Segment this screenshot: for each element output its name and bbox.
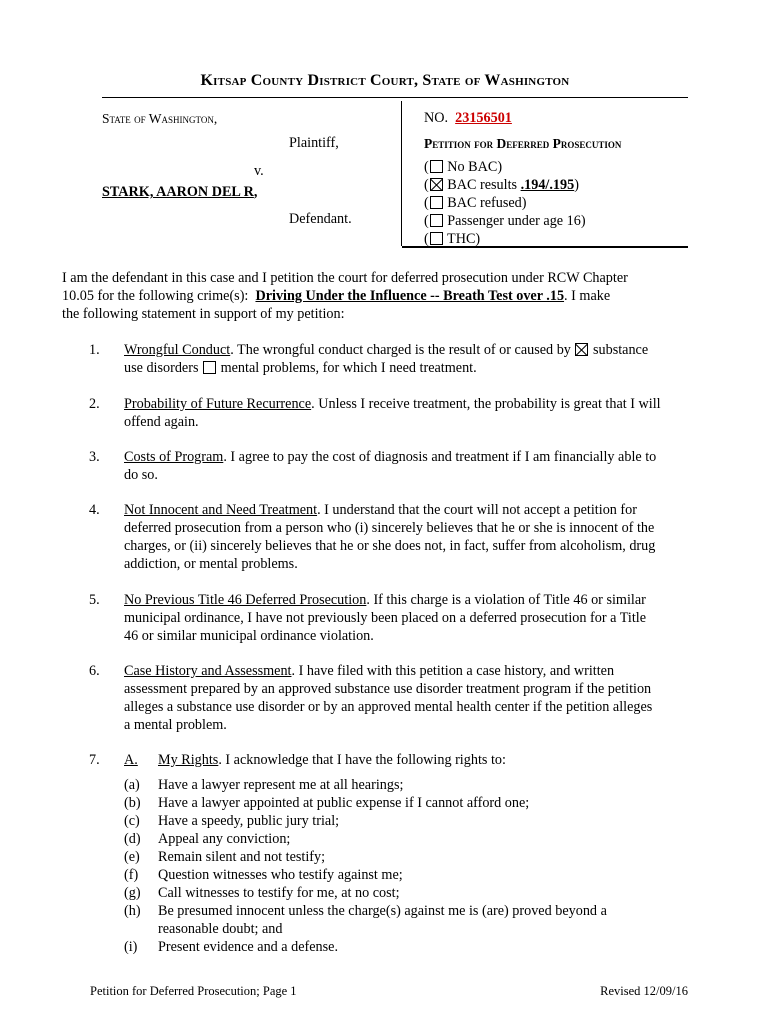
plaintiff-role: Plaintiff, bbox=[289, 135, 339, 151]
option-thc: ( THC) bbox=[424, 231, 481, 247]
right-c-text: Have a speedy, public jury trial; bbox=[158, 813, 340, 829]
item-2-number: 2. bbox=[89, 396, 100, 412]
thc-checkbox[interactable] bbox=[430, 232, 443, 245]
item-5-number: 5. bbox=[89, 592, 100, 608]
option-bac-results: ( BAC results .194/.195) bbox=[424, 177, 579, 193]
item-2-text: . Unless I receive treatment, the probability is great that I will bbox=[311, 396, 661, 412]
option-thc-label: THC) bbox=[447, 231, 481, 247]
document-title: Petition for Deferred Prosecution bbox=[424, 136, 622, 151]
option-bac-results-label: BAC results bbox=[447, 177, 521, 193]
item-1-line-2 bbox=[124, 359, 699, 377]
case-number-label: NO. bbox=[424, 110, 449, 126]
caption-divider bbox=[401, 101, 402, 246]
no-bac-checkbox[interactable] bbox=[430, 160, 443, 173]
item-5-line-1 bbox=[124, 591, 699, 609]
item-4-number: 4. bbox=[89, 502, 100, 518]
item-4 bbox=[124, 501, 699, 573]
item-4-text: . I understand that the court will not accept a petition for bbox=[317, 502, 637, 518]
bac-refused-checkbox[interactable] bbox=[430, 196, 443, 209]
item-6-line-2: assessment prepared by an approved substance use disorder treatment program if the petition bbox=[124, 681, 652, 697]
right-a-text: Have a lawyer represent me at all hearings; bbox=[158, 777, 404, 793]
option-no-bac: ( No BAC) bbox=[424, 159, 503, 175]
right-i-letter: (i) bbox=[124, 939, 138, 955]
item-6-text: . I have filed with this petition a case history, and written bbox=[291, 663, 615, 679]
item-3-line-1 bbox=[124, 448, 699, 466]
item-7-sub-letter: A. bbox=[124, 752, 138, 768]
right-i-text: Present evidence and a defense. bbox=[158, 939, 339, 955]
right-d-text: Appeal any conviction; bbox=[158, 831, 291, 847]
bac-results-checkbox[interactable] bbox=[430, 178, 443, 191]
right-d-letter: (d) bbox=[124, 831, 141, 847]
item-4-line-2: deferred prosecution from a person who (i) sincerely believes that he or she is innocent of the bbox=[124, 520, 655, 536]
item-5-heading: No Previous Title 46 Deferred Prosecution bbox=[124, 592, 367, 608]
defendant-role: Defendant. bbox=[289, 211, 352, 227]
right-e-text: Remain silent and not testify; bbox=[158, 849, 326, 865]
item-5-line-3: 46 or similar municipal ordinance violation. bbox=[124, 628, 374, 644]
item-2-heading: Probability of Future Recurrence bbox=[124, 396, 312, 412]
item-1-text: . The wrongful conduct charged is the result of or caused by bbox=[230, 342, 575, 358]
right-h-text bbox=[158, 902, 678, 938]
item-1-line-1 bbox=[124, 341, 699, 359]
case-number-value: 23156501 bbox=[455, 110, 512, 126]
defendant-name: STARK, AARON DEL R bbox=[102, 184, 254, 200]
item-6 bbox=[124, 662, 699, 734]
item-3-heading: Costs of Program bbox=[124, 449, 224, 465]
right-b-letter: (b) bbox=[124, 795, 141, 811]
item-4-line-4: addiction, or mental problems. bbox=[124, 556, 298, 572]
item-7-line-1 bbox=[124, 751, 699, 769]
option-bac-refused-label: BAC refused) bbox=[447, 195, 527, 211]
substance-label: substance bbox=[589, 342, 649, 358]
right-g-text: Call witnesses to testify for me, at no cost; bbox=[158, 885, 400, 901]
mental-label: mental problems, for which I need treatment. bbox=[217, 360, 477, 376]
item-2-line-1 bbox=[124, 395, 699, 413]
intro-line-2 bbox=[62, 287, 702, 305]
item-3-line-2: do so. bbox=[124, 467, 158, 483]
substance-use-checkbox[interactable] bbox=[575, 343, 588, 356]
intro-line-2-pre: 10.05 for the following crime(s): bbox=[62, 288, 256, 304]
intro-line-1: I am the defendant in this case and I petition the court for deferred prosecution under RCW Chapter bbox=[62, 270, 628, 286]
item-6-line-3: alleges a substance use disorder or by an approved mental health center if the petition alleges bbox=[124, 699, 653, 715]
passenger-checkbox[interactable] bbox=[430, 214, 443, 227]
footer-revised: Revised 12/09/16 bbox=[600, 984, 688, 998]
item-6-line-4: a mental problem. bbox=[124, 717, 227, 733]
right-g-letter: (g) bbox=[124, 885, 141, 901]
item-7 bbox=[124, 751, 699, 769]
right-e-letter: (e) bbox=[124, 849, 140, 865]
item-1 bbox=[124, 341, 699, 377]
right-h-text-line-2: reasonable doubt; and bbox=[158, 921, 283, 937]
bac-results-value: .194/.195 bbox=[520, 177, 575, 193]
item-7-heading: My Rights bbox=[158, 752, 219, 768]
right-b-text: Have a lawyer appointed at public expense if I cannot afford one; bbox=[158, 795, 530, 811]
item-3 bbox=[124, 448, 699, 484]
bac-results-suffix: ) bbox=[574, 177, 579, 193]
plaintiff-name: State of Washington, bbox=[102, 111, 218, 126]
defendant-name-line bbox=[102, 184, 257, 201]
right-c-letter: (c) bbox=[124, 813, 140, 829]
item-1-heading: Wrongful Conduct bbox=[124, 342, 231, 358]
item-1-number: 1. bbox=[89, 342, 100, 358]
versus-label: v. bbox=[254, 163, 264, 179]
item-3-number: 3. bbox=[89, 449, 100, 465]
intro-line-2-post: . I make bbox=[564, 288, 611, 304]
right-h-text-line-1: Be presumed innocent unless the charge(s) against me is (are) proved beyond a bbox=[158, 903, 607, 919]
option-passenger: ( Passenger under age 16) bbox=[424, 213, 586, 229]
right-a-letter: (a) bbox=[124, 777, 140, 793]
defendant-name-suffix: , bbox=[253, 184, 258, 200]
right-h-letter: (h) bbox=[124, 903, 141, 919]
item-3-text: . I agree to pay the cost of diagnosis and treatment if I am financially able to bbox=[223, 449, 657, 465]
caption-bottom-rule bbox=[402, 246, 688, 248]
item-6-heading: Case History and Assessment bbox=[124, 663, 292, 679]
item-6-line-1 bbox=[124, 662, 699, 680]
item-2-line-2: offend again. bbox=[124, 414, 199, 430]
item-5-line-2: municipal ordinance, I have not previously been placed on a deferred prosecution for a Title bbox=[124, 610, 647, 626]
item-5-text: . If this charge is a violation of Title 46 or similar bbox=[366, 592, 646, 608]
item-4-line-1 bbox=[124, 501, 699, 519]
crime-charged: Driving Under the Influence -- Breath Test over .15 bbox=[255, 288, 565, 304]
item-4-heading: Not Innocent and Need Treatment bbox=[124, 502, 318, 518]
item-6-number: 6. bbox=[89, 663, 100, 679]
title-divider bbox=[102, 97, 688, 98]
item-7-text: . I acknowledge that I have the following rights to: bbox=[218, 752, 506, 768]
footer-page-label: Petition for Deferred Prosecution; Page 1 bbox=[90, 984, 297, 998]
intro-paragraph bbox=[62, 269, 702, 323]
intro-line-3: the following statement in support of my petition: bbox=[62, 306, 345, 322]
item-5 bbox=[124, 591, 699, 645]
option-no-bac-label: No BAC) bbox=[447, 159, 503, 175]
item-4-line-3: charges, or (ii) sincerely believes that he or she does not, in fact, suffer from alcoholism, drug bbox=[124, 538, 656, 554]
mental-problems-checkbox[interactable] bbox=[203, 361, 216, 374]
right-f-letter: (f) bbox=[124, 867, 139, 883]
option-bac-refused: ( BAC refused) bbox=[424, 195, 527, 211]
item-1-line-2-pre: use disorders bbox=[124, 360, 203, 376]
right-f-text: Question witnesses who testify against me; bbox=[158, 867, 403, 883]
option-passenger-label: Passenger under age 16) bbox=[447, 213, 586, 229]
item-7-number: 7. bbox=[89, 752, 100, 768]
item-2 bbox=[124, 395, 699, 431]
case-number bbox=[424, 110, 512, 127]
court-title: Kitsap County District Court, State of Washington bbox=[200, 72, 570, 89]
